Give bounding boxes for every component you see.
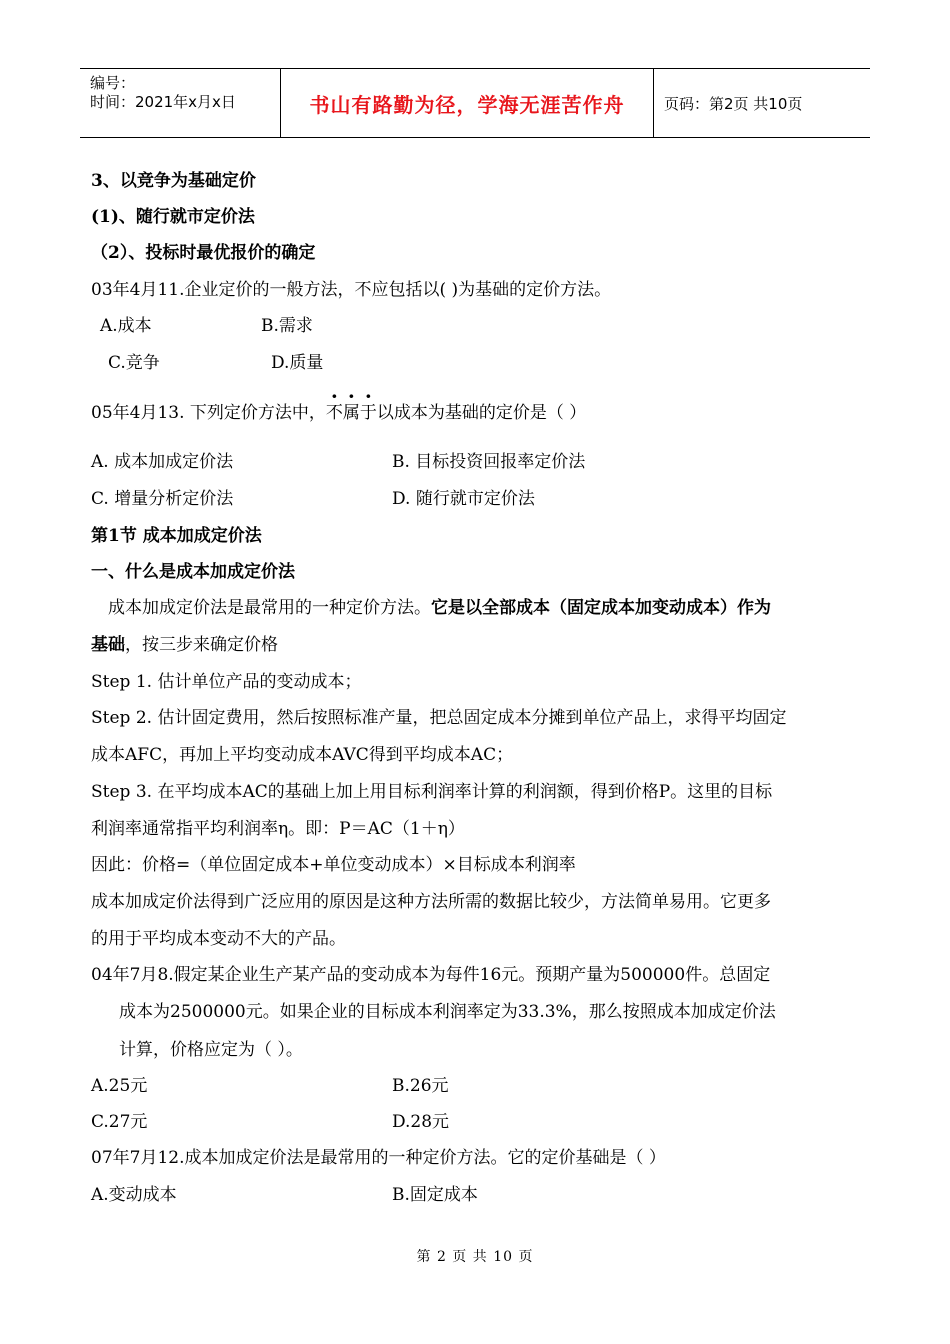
question-4-option-a: A.变动成本 — [91, 1185, 177, 1205]
question-1-option-c: C.竞争 — [108, 353, 160, 373]
question-1-stem: 03年4月11.企业定价的一般方法，不应包括以( )为基础的定价方法。 — [91, 280, 612, 300]
question-3-option-d: D.28元 — [392, 1112, 450, 1132]
section-title: 第1节 成本加成定价法 — [91, 526, 262, 546]
question-3-line-3: 计算，价格应定为（ ）。 — [119, 1040, 303, 1060]
date-label: 时间：2021年x月x日 — [90, 93, 236, 111]
question-2-stem — [91, 403, 586, 423]
question-2-option-a: A. 成本加成定价法 — [91, 452, 234, 472]
question-2-stem-after: 以成本为基础的定价是（ ） — [376, 403, 587, 423]
question-1-option-b: B.需求 — [261, 316, 313, 336]
paragraph-1-bold: 它是以全部成本（固定成本加变动成本）作为 — [431, 598, 771, 618]
step-2-line-1: Step 2. 估计固定费用，然后按照标准产量，把总固定成本分摊到单位产品上，求得平均固定 — [91, 708, 787, 728]
section-3-2: （2）、投标时最优报价的确定 — [91, 243, 316, 263]
paragraph-1-plain: 成本加成定价法是最常用的一种定价方法。 — [108, 598, 431, 618]
paragraph-1-line-2-bold: 基础 — [91, 635, 125, 655]
question-2-stem-before: 05年4月13. 下列定价方法中， — [91, 403, 326, 423]
motto: 书山有路勤为径，学海无涯苦作舟 — [309, 92, 625, 117]
page-info: 页码：第2页 共10页 — [664, 94, 803, 113]
paragraph-1 — [108, 598, 771, 618]
question-2-option-c: C. 增量分析定价法 — [91, 489, 234, 509]
emphasis-char: 于 — [359, 403, 377, 423]
step-3-line-1: Step 3. 在平均成本AC的基础上加上用目标利润率计算的利润额，得到价格P。这里的目标 — [91, 782, 773, 802]
step-3-line-2: 利润率通常指平均利润率η。即：P＝AC（1＋η） — [91, 819, 465, 839]
subsection-title: 一、什么是成本加成定价法 — [91, 562, 295, 582]
header-meta — [80, 69, 281, 137]
question-1-option-d: D.质量 — [271, 353, 324, 373]
question-3-option-b: B.26元 — [392, 1076, 449, 1096]
question-4-option-b: B.固定成本 — [392, 1185, 478, 1205]
question-1-option-a: A.成本 — [100, 316, 152, 336]
question-3-option-a: A.25元 — [91, 1076, 148, 1096]
question-3-option-c: C.27元 — [91, 1112, 148, 1132]
emphasis-char: 不 — [325, 403, 343, 423]
section-3-title: 3、以竞争为基础定价 — [91, 171, 256, 191]
page-footer: 第 2 页 共 10 页 — [416, 1249, 534, 1265]
question-2-option-b: B. 目标投资回报率定价法 — [392, 452, 586, 472]
section-3-1: (1)、随行就市定价法 — [91, 207, 255, 227]
question-3-line-1: 04年7月8.假定某企业生产某产品的变动成本为每件16元。预期产量为500000件。总固定 — [91, 965, 771, 985]
paragraph-1-line-2-rest: ，按三步来确定价格 — [125, 635, 278, 655]
serial-label: 编号： — [90, 74, 136, 92]
question-4-stem: 07年7月12.成本加成定价法是最常用的一种定价方法。它的定价基础是（ ） — [91, 1148, 666, 1168]
reason-line-2: 的用于平均成本变动不大的产品。 — [91, 929, 346, 949]
question-3-line-2: 成本为2500000元。如果企业的目标成本利润率定为33.3%，那么按照成本加成定价法 — [119, 1002, 776, 1022]
question-2-option-d: D. 随行就市定价法 — [392, 489, 535, 509]
document-header — [80, 68, 870, 138]
header-motto-cell — [281, 69, 654, 137]
step-2-line-2: 成本AFC，再加上平均变动成本AVC得到平均成本AC； — [91, 745, 514, 765]
paragraph-1-line-2 — [91, 635, 278, 655]
emphasis-char: 属 — [342, 403, 360, 423]
step-1: Step 1. 估计单位产品的变动成本； — [91, 672, 362, 692]
formula-line: 因此：价格=（单位固定成本+单位变动成本）×目标成本利润率 — [91, 855, 576, 875]
reason-line-1: 成本加成定价法得到广泛应用的原因是这种方法所需的数据比较少，方法简单易用。它更多 — [91, 892, 771, 912]
